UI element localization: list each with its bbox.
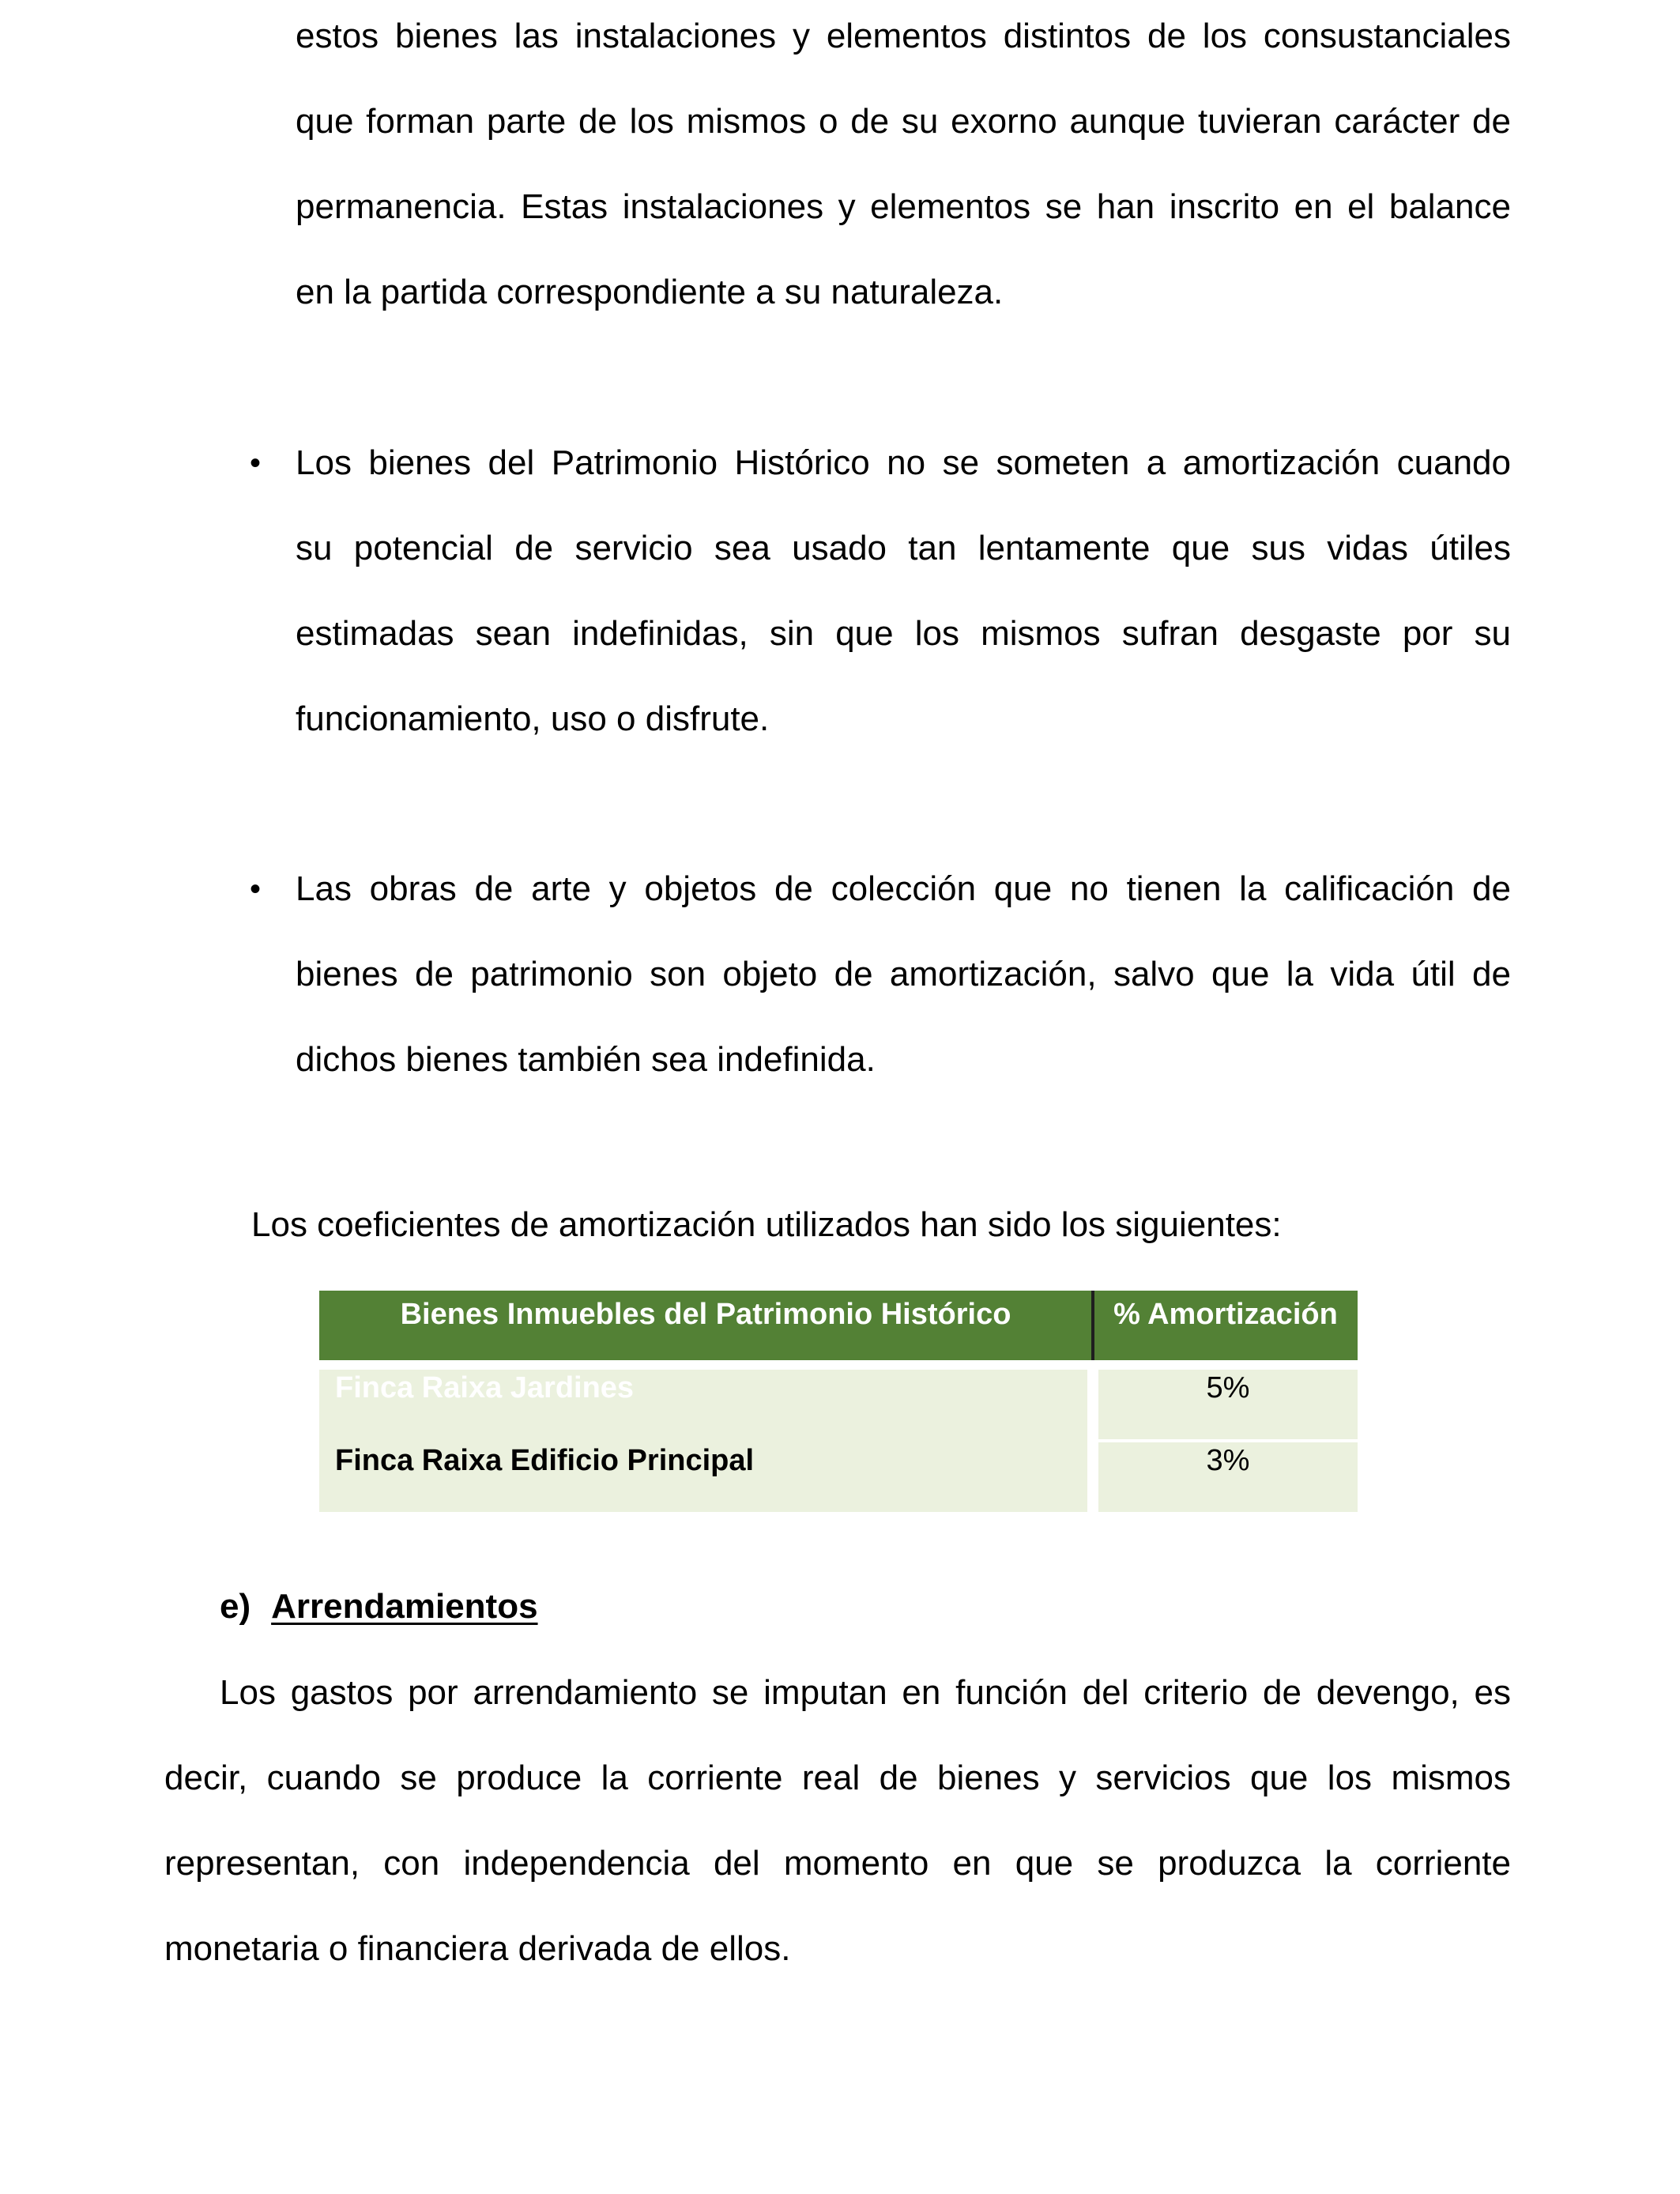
- bullet-line: funcionamiento, uso o disfrute.: [296, 699, 770, 738]
- section-letter: e): [220, 1587, 251, 1626]
- paragraph-line: que forman parte de los mismos o de su exorno aunque tuvieran carácter de: [296, 102, 1511, 141]
- table-row-asset: Finca Raixa Jardines: [335, 1371, 635, 1404]
- section-heading: [220, 1585, 538, 1629]
- paragraph-line: estos bienes las instalaciones y elementos distintos de los consustanciales: [296, 17, 1511, 55]
- table-header-rate: % Amortización: [1113, 1298, 1338, 1331]
- bullet-line: Las obras de arte y objetos de colección que no tienen la calificación de: [296, 869, 1511, 908]
- table-header-asset: Bienes Inmuebles del Patrimonio Histórico: [400, 1298, 1011, 1331]
- bullet-icon: •: [250, 446, 262, 481]
- bullet-line: estimadas sean indefinidas, sin que los mismos sufran desgaste por su: [296, 614, 1511, 653]
- section-title: Arrendamientos: [271, 1587, 538, 1626]
- table-row-asset: Finca Raixa Edificio Principal: [335, 1444, 755, 1477]
- bullet-line: Los bienes del Patrimonio Histórico no se someten a amortización cuando: [296, 443, 1511, 482]
- bullet-icon: •: [250, 872, 262, 907]
- bullet-line: dichos bienes también sea indefinida.: [296, 1040, 876, 1079]
- table-row-rate: 3%: [1206, 1444, 1250, 1477]
- paragraph-line: en la partida correspondiente a su naturaleza.: [296, 273, 1004, 311]
- bullet-line: bienes de patrimonio son objeto de amortización, salvo que la vida útil de: [296, 955, 1511, 993]
- paragraph-line: Los gastos por arrendamiento se imputan en función del criterio de devengo, es: [220, 1673, 1511, 1712]
- bullet-line: su potencial de servicio sea usado tan lentamente que sus vidas útiles: [296, 529, 1511, 567]
- paragraph-line: representan, con independencia del momento en que se produzca la corriente: [164, 1844, 1511, 1883]
- paragraph-line: monetaria o financiera derivada de ellos.: [164, 1929, 791, 1968]
- paragraph-line: permanencia. Estas instalaciones y elementos se han inscrito en el balance: [296, 187, 1511, 226]
- paragraph-line: decir, cuando se produce la corriente real de bienes y servicios que los mismos: [164, 1759, 1511, 1797]
- table-row-rate: 5%: [1206, 1371, 1250, 1404]
- coefficients-intro: Los coeficientes de amortización utilizados han sido los siguientes:: [251, 1205, 1282, 1244]
